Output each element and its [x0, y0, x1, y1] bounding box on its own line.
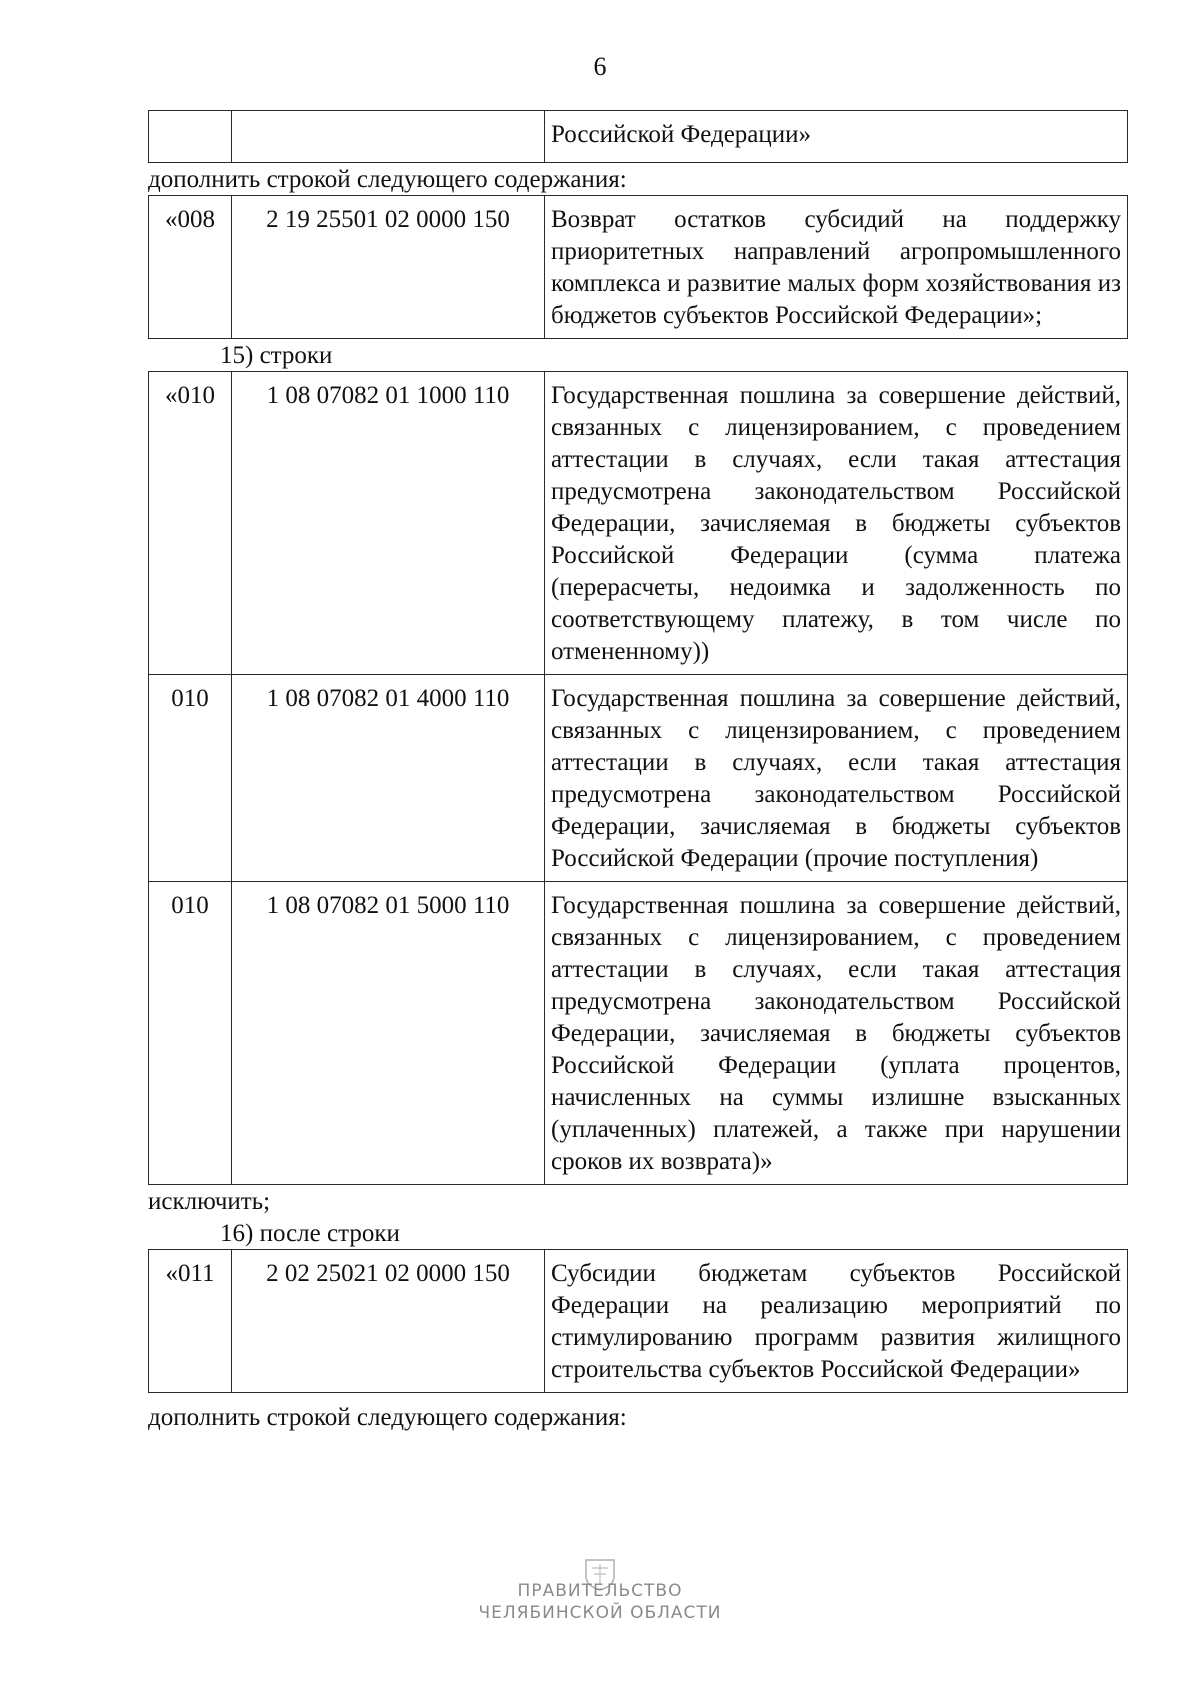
cell-budget-code: 1 08 07082 01 5000 110 [232, 882, 545, 1185]
item-16-heading: 16) после строки [220, 1220, 400, 1247]
cell-budget-code: 2 02 25021 02 0000 150 [232, 1250, 545, 1393]
page-number: 6 [593, 52, 607, 81]
cell-description: Государственная пошлина за совершение действий, связанных с лицензированием, с проведением аттестации в случаях, если такая аттестация предусмотрена законодательством Российской Федерации, зачисляемая в бюджеты субъектов Российской Федерации (уплата процентов, начисленных на суммы излишне взысканных (уплаченных) платежей, а также при нарушении сроков их возврата)» [545, 882, 1128, 1185]
item-15-heading: 15) строки [220, 342, 333, 369]
note-add-row: дополнить строкой следующего содержания: [148, 166, 627, 193]
cell-budget-code: 2 19 25501 02 0000 150 [232, 196, 545, 339]
code-table-add [148, 195, 1128, 339]
cell-description: Российской Федерации» [545, 111, 1128, 163]
stamp-line-1: ПРАВИТЕЛЬСТВО [517, 1581, 683, 1601]
cell-description: Государственная пошлина за совершение действий, связанных с лицензированием, с проведением аттестации в случаях, если такая аттестация предусмотрена законодательством Российской Федерации, зачисляемая в бюджеты субъектов Российской Федерации (прочие поступления) [545, 675, 1128, 882]
cell-description: Государственная пошлина за совершение действий, связанных с лицензированием, с проведением аттестации в случаях, если такая аттестация предусмотрена законодательством Российской Федерации, зачисляемая в бюджеты субъектов Российской Федерации (сумма платежа (перерасчеты, недоимка и задолженность по соответствующему платежу, в том числе по отмененному)) [545, 372, 1128, 675]
note-exclude: исключить; [148, 1188, 271, 1215]
note-add-row-final: дополнить строкой следующего содержания: [148, 1404, 627, 1431]
table-row [149, 1250, 1128, 1393]
table-row [149, 196, 1128, 339]
code-table-16 [148, 1249, 1128, 1393]
table-row [149, 111, 1128, 163]
table-row [149, 675, 1128, 882]
table-row [149, 882, 1128, 1185]
cell-budget-code [232, 111, 545, 163]
code-table-15 [148, 371, 1128, 1185]
code-table-top [148, 110, 1128, 163]
stamp-line-2: ЧЕЛЯБИНСКОЙ ОБЛАСТИ [478, 1603, 722, 1623]
table-row [149, 372, 1128, 675]
document-body [148, 110, 1128, 1433]
cell-admin-code [149, 111, 232, 163]
government-stamp [0, 1580, 1200, 1624]
cell-admin-code: «010 [149, 372, 232, 675]
cell-description: Субсидии бюджетам субъектов Российской Федерации на реализацию мероприятий по стимулированию программ развития жилищного строительства субъектов Российской Федерации» [545, 1250, 1128, 1393]
cell-description: Возврат остатков субсидий на поддержку приоритетных направлений агропромышленного комплекса и развитие малых форм хозяйствования из бюджетов субъектов Российской Федерации»; [545, 196, 1128, 339]
cell-admin-code: «008 [149, 196, 232, 339]
cell-budget-code: 1 08 07082 01 1000 110 [232, 372, 545, 675]
cell-admin-code: 010 [149, 882, 232, 1185]
cell-budget-code: 1 08 07082 01 4000 110 [232, 675, 545, 882]
cell-admin-code: 010 [149, 675, 232, 882]
cell-admin-code: «011 [149, 1250, 232, 1393]
